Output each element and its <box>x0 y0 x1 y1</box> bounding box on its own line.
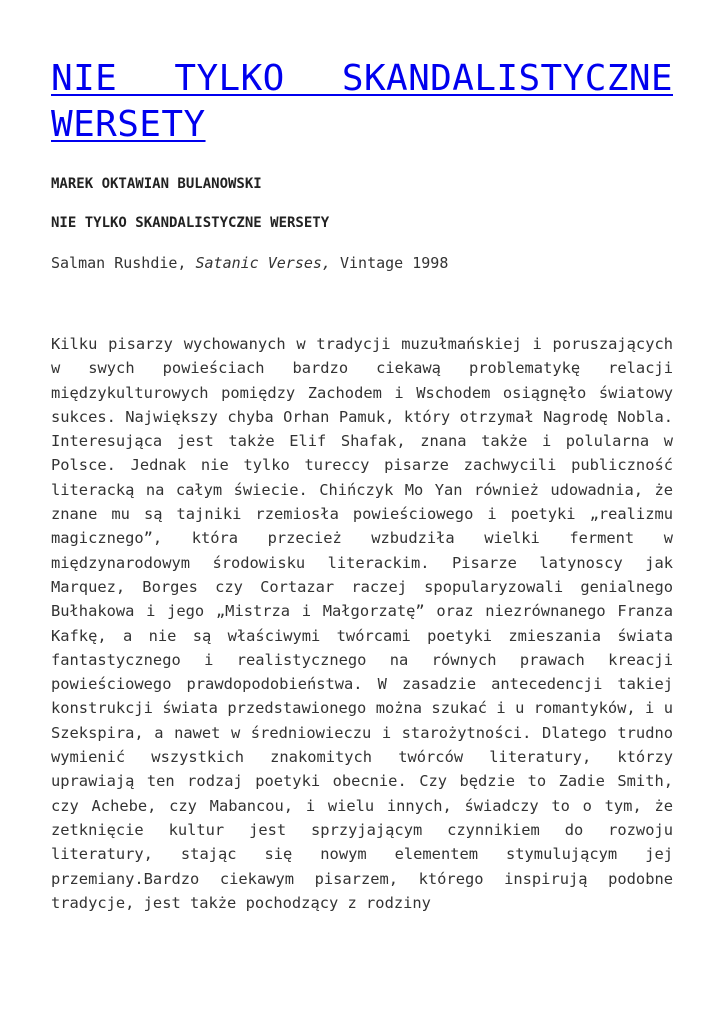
article-body: Kilku pisarzy wychowanych w tradycji muzułmańskiej i poruszających w swych powieściach bardzo ciekawą problematykę relacji międzykulturowych pomiędzy Zachodem i Wschodem osiągnęło światowy sukces. Największy chyba Orhan Pamuk, który otrzymał Nagrodę Nobla. Interesująca jest także Elif Shafak, znana także i polularna w Polsce. Jednak nie tylko tureccy pisarze zachwycili publiczność literacką na całym świecie. Chińczyk Mo Yan również udowadnia, że znane mu są tajniki rzemiosła powieściowego i poetyki „realizmu magicznego”, która przecież wzbudziła wielki ferment w międzynarodowym środowisku literackim. Pisarze latynoscy jak Marquez, Borges czy Cortazar raczej spopularyzowali genialnego Bułhakowa i jego „Mistrza i Małgorzatę” oraz niezrównanego Franza Kafkę, a nie są właściwymi twórcami poetyki zmieszania świata fantastycznego i realistycznego na równych prawach kreacji powieściowego prawdopodobieństwa. W zasadzie antecedencji takiej konstrukcji świata przedstawionego można szukać i u romantyków, i u Szekspira, a nawet w średniowieczu i starożytności. Dlatego trudno wymienić wszystkich znakomitych twórców literatury, którzy uprawiają ten rodzaj poetyki obecnie. Czy będzie to Zadie Smith, czy Achebe, czy Mabancou, i wielu innych, świadczy to o tym, że zetknięcie kultur jest sprzyjającym czynnikiem do rozwoju literatury, stając się nowym elementem stymulującym jej przemiany.Bardzo ciekawym pisarzem, którego inspirują podobne tradycje, jest także pochodzący z rodziny <box>51 335 673 912</box>
book-citation <box>51 252 673 274</box>
citation-publisher: Vintage 1998 <box>330 254 449 272</box>
citation-book-title: Satanic Verses, <box>195 254 331 272</box>
article-subtitle: NIE TYLKO SKANDALISTYCZNE WERSETY <box>51 215 330 231</box>
citation-author: Salman Rushdie, <box>51 254 196 272</box>
article <box>51 56 673 915</box>
author-name: MAREK OKTAWIAN BULANOWSKI <box>51 176 262 192</box>
article-title-link[interactable]: NIE TYLKO SKANDALISTYCZNE WERSETY <box>51 58 673 145</box>
